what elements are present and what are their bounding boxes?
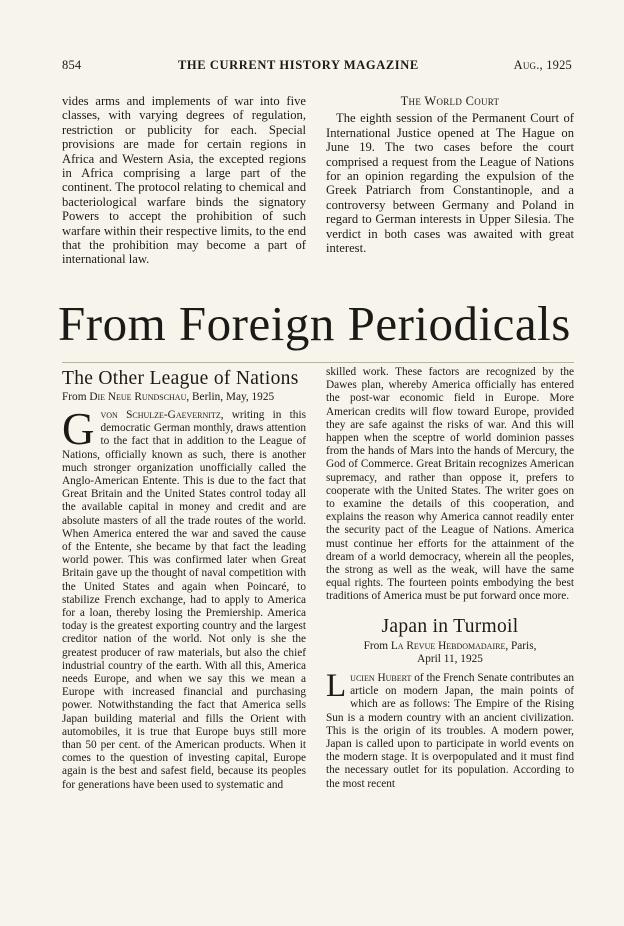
source-date: April 11, 1925 <box>417 652 483 665</box>
top-left-column <box>62 94 306 267</box>
article-body-text: , writing in this democratic German monthly, draws attention to the fact that in addition to the League of Nations, officially known as such, there is another much stronger organization unofficially called the Anglo-American Entente. This is due to the fact that Great Britain and the United States control today all the available capital in money and credit and are absolute masters of all the trade routes of the world. When America entered the war and saved the cause of the Entente, she became by that fact the leading world power. This was confirmed later when Great Britain gave up the thought of naval competition with the United States and again when Poincaré, to stabilize French exchange, had to apply to America for a loan, thereby losing the Premiership. America today is the greatest exporting country and the largest creditor nation of the world. Not only is she the greatest producer of raw materials, but also the chief industrial country of the earth. With all this, America needs Europe, and when we say this we mean a Europe with increased financial and purchasing power. Notwithstanding the fact that America sells Japan building material and fills the Orient with automobiles, it is true that Europe buys still more than 50 per cent. of the American products. When it comes to the question of investing capital, Europe again is the best and safest field, because its peoples for generations have been used to systematic and <box>62 409 306 791</box>
issue-date: Aug., 1925 <box>513 58 572 72</box>
page-number: 854 <box>62 58 82 72</box>
author-name-lead: von Schulze-Gaevernitz <box>100 409 221 421</box>
divider-rule <box>62 362 574 363</box>
drop-cap-l: L <box>326 668 347 705</box>
article-title-japan: Japan in Turmoil <box>381 615 519 637</box>
japan-body-text: of the French Senate contributes an article on modern Japan, the main points of which are as follows: The Empire of the Rising Sun is a modern country with an ancient civilization. This is the origin of its troubles. A modern power, Japan is called upon to participate in world events on the modern stage. It is overpopulated and it must find the necessary outlet for its population. According to the most recent <box>326 672 575 790</box>
article-body-continued: skilled work. These factors are recognized by the Dawes plan, whereby America officially has entered the post-war economic field in Europe. More American credits will flow toward Europe, provided they are safe against the risks of war. And this will happen when the sceptre of world dominion passes from the hands of Mars into the hands of Mercury, the God of Commerce. Great Britain recognizes American supremacy, and rather than oppose it, prefers to cooperate with the United States. The writer goes on to examine the details of this cooperation, and explains the reason why America cannot readily enter the security pact of the League of Nations. America must continue her efforts for the attainment of the dream of a world democracy, wherein all the peoples, the strong as well as the weak, will have the same equal rights. The fourteen points embodying the best traditions of America must be put forward once more. <box>326 366 574 603</box>
world-court-heading: The World Court <box>400 94 500 108</box>
japan-article-body <box>326 668 575 791</box>
running-header <box>62 58 572 76</box>
author-name-lead: ucien Hubert <box>350 672 412 685</box>
article-left-column <box>62 366 306 792</box>
source-publication: Die Neue Rundschau <box>89 391 187 403</box>
article-body-left <box>62 404 306 792</box>
magazine-title: THE CURRENT HISTORY MAGAZINE <box>178 58 419 72</box>
section-banner: From Foreign Periodicals <box>58 296 571 351</box>
world-court-section <box>326 94 574 255</box>
article-right-column <box>326 366 574 791</box>
article-title-other-league: The Other League of Nations <box>62 368 299 389</box>
article-source-rundschau: From Die Neue Rundschau, Berlin, May, 1925 <box>62 391 275 403</box>
arms-protocol-text: vides arms and implements of war into five classes, with varying degrees of regulation, restriction or publicity for each. Special provisions are made for certain regions in Africa and Western Asia, the excepted regions in Africa comprising a large part of the continent. The protocol relating to chemical and bacteriological warfare binds the signatory Powers to accept the prohibition of such warfare within their respective limits, to the end that the prohibition may become a part of international law. <box>62 94 306 267</box>
world-court-text: The eighth session of the Permanent Court of International Justice opened at The Hague on June 19. The two cases before the court comprised a request from the League of Nations for an opinion regarding the expulsion of the Greek Patriarch from Constantinople, and a controversy between Germany and Poland in regard to German interests in Upper Silesia. The verdict in both cases was awaited with great interest. <box>326 111 574 256</box>
source-publication: La Revue Hebdomadaire <box>390 639 506 652</box>
article-source-revue: From La Revue Hebdomadaire, Paris, April 11, 1925 <box>363 639 537 665</box>
drop-cap-g: G <box>62 404 95 454</box>
